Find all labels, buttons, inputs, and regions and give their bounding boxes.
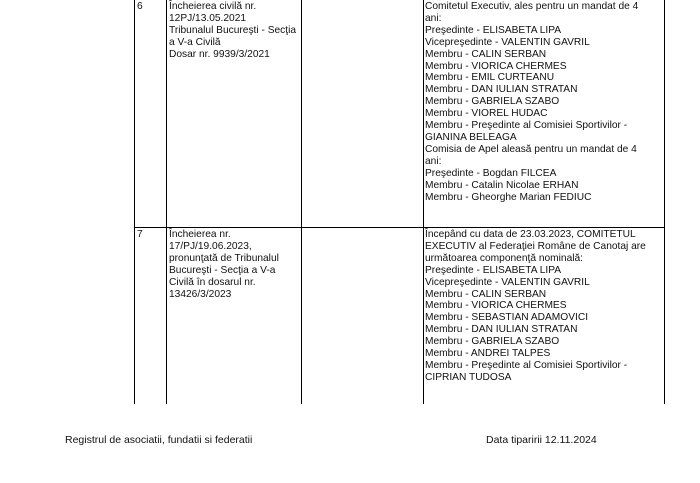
row-6-content [425,1,638,203]
act-line: a V-a Civilă [169,36,221,48]
table-divider-3 [423,0,424,404]
content-line: Membru - GABRIELA SZABO [425,96,560,108]
content-line: Membru - Catalin Nicolae ERHAN [425,179,579,191]
act-line: Civilă în dosarul nr. [169,276,256,288]
row-separator [134,227,665,228]
table-border-right [664,0,665,404]
content-line: ani: [425,155,442,167]
content-line: Membru - VIOREL HUDAC [425,108,548,120]
table-divider-2 [301,0,302,404]
content-line: Membru - GABRIELA SZABO [425,336,560,348]
content-line: Membru - Preşedinte al Comisiei Sportivilor - [425,359,628,371]
act-line: Tribunalul Bucureşti - Secţia [169,24,297,36]
row-6-act [169,1,296,61]
act-line: Încheierea nr. [169,229,231,240]
row-7-number: 7 [137,229,143,240]
act-line: 17/PJ/19.06.2023, [169,240,252,252]
content-line: Vicepreşedinte - VALENTIN GAVRIL [425,276,590,288]
content-line: Membru - VIORICA CHERMES [425,300,567,312]
content-line: CIPRIAN TUDOSA [425,371,512,383]
footer-registry-label: Registrul de asociatii, fundatii si federatii [65,434,253,446]
content-line: Membru - CALIN SERBAN [425,48,547,60]
content-line: Începând cu data de 23.03.2023, COMITETUL [425,229,636,240]
content-line: Membru - CALIN SERBAN [425,288,547,300]
row-7-content [425,229,646,384]
content-line: Comisia de Apel aleasă pentru un mandat de 4 [425,143,637,155]
content-line: Membru - DAN IULIAN STRATAN [425,84,578,96]
content-line: EXECUTIV al Federaţiei Române de Canotaj are [425,240,646,252]
act-line: 13426/3/2023 [169,288,232,300]
row-7-act [169,229,279,300]
content-line: Membru - SEBASTIAN ADAMOVICI [425,312,589,324]
table-divider-1 [166,0,167,404]
content-line: Membru - DAN IULIAN STRATAN [425,324,578,336]
content-line: Membru - ANDREI TALPES [425,348,551,360]
content-line: Membru - EMIL CURTEANU [425,72,555,84]
content-line: ani: [425,12,442,24]
content-line: Preşedinte - ELISABETA LIPA [425,264,562,276]
content-line: Vicepreşedinte - VALENTIN GAVRIL [425,36,590,48]
content-line: Comitetul Executiv, ales pentru un mandat de 4 [425,1,639,12]
row-6-number: 6 [137,1,143,12]
content-line: Preşedinte - ELISABETA LIPA [425,24,562,36]
act-line: 12PJ/13.05.2021 [169,12,247,24]
content-line: GIANINA BELEAGA [425,131,517,143]
act-line: Încheierea civilă nr. [169,1,257,12]
act-line: Bucureşti - Secţia a V-a [169,264,276,276]
table-border-left [134,0,135,404]
footer-print-date: Data tiparirii 12.11.2024 [486,434,597,446]
content-line: Preşedinte - Bogdan FILCEA [425,167,557,179]
content-line: următoarea componenţă nominală: [425,252,584,264]
act-line: pronunţată de Tribunalul [169,252,279,264]
act-line: Dosar nr. 9939/3/2021 [169,48,270,60]
content-line: Membru - Gheorghe Marian FEDIUC [425,191,592,203]
content-line: Membru - Preşedinte al Comisiei Sportivilor - [425,120,628,132]
content-line: Membru - VIORICA CHERMES [425,60,567,72]
